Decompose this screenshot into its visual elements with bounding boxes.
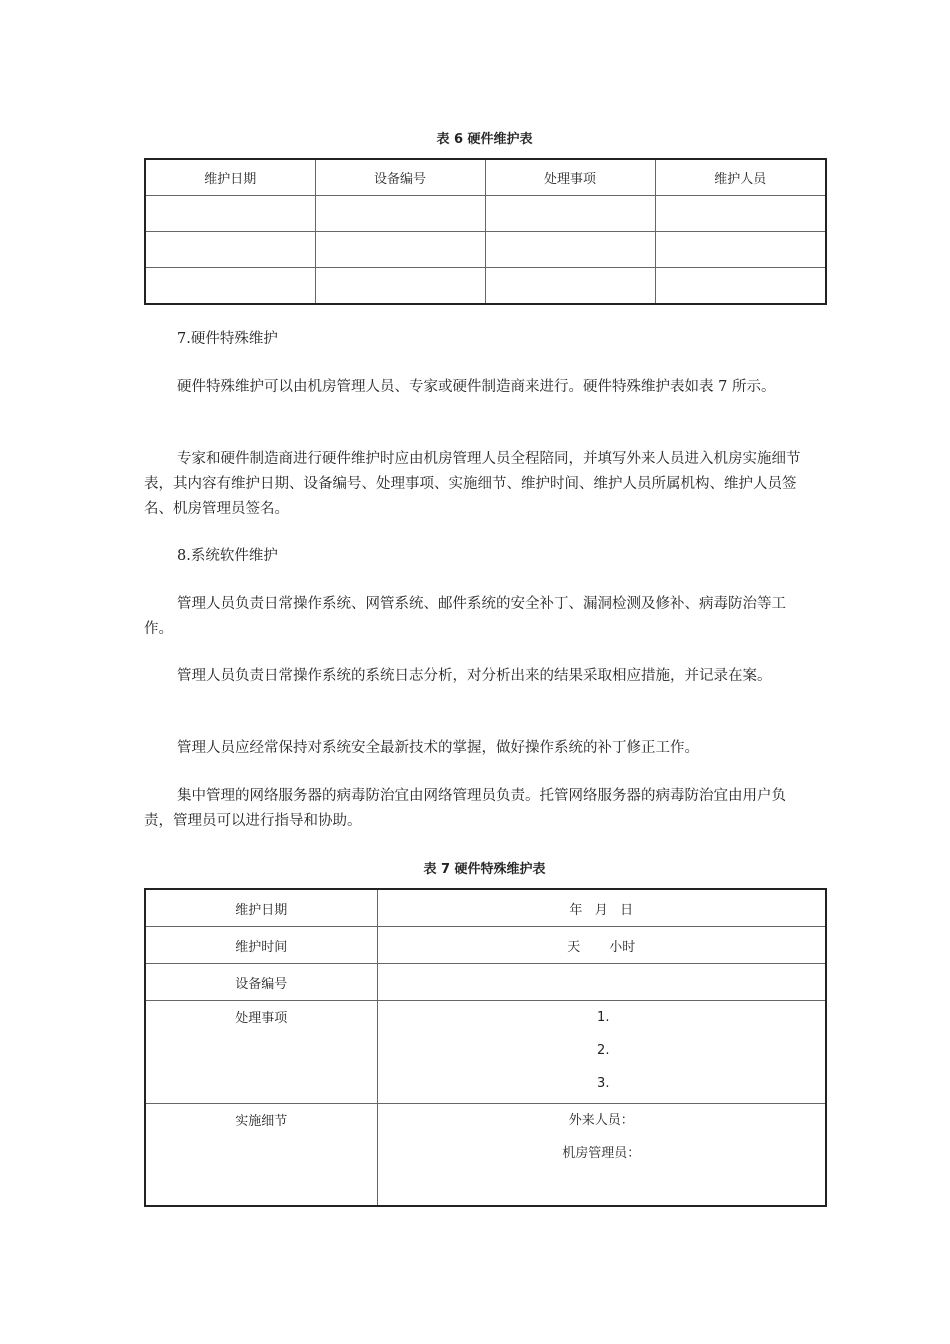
section8-heading: 8.系统软件维护 [177,548,278,564]
maintenance-time-label: 维护时间 [145,927,377,964]
table-row [145,1001,826,1104]
list-item: 3. [597,1076,610,1091]
table-row [145,1104,826,1207]
visitor-line: 外来人员： [568,1113,634,1128]
implementation-details-label: 实施细节 [145,1104,377,1207]
table-cell[interactable] [655,232,826,268]
section7-heading: 7.硬件特殊维护 [177,331,278,347]
table-row [145,927,826,964]
table-cell[interactable] [485,196,655,232]
header-maintenance-staff: 维护人员 [655,159,826,196]
handling-items-field[interactable] [377,1001,826,1104]
section8-paragraph: 集中管理的网络服务器的病毒防治宜由网络管理员负责。托管网络服务器的病毒防治宜由用户负责，管理员可以进行指导和协助。 [144,788,786,829]
table-cell[interactable] [145,232,315,268]
table-cell[interactable] [655,268,826,305]
list-item: 2. [597,1043,610,1058]
hardware-maintenance-table [144,158,827,305]
header-device-number: 设备编号 [315,159,485,196]
section8-paragraph: 管理人员负责日常操作系统、网管系统、邮件系统的安全补丁、漏洞检测及修补、病毒防治等工作。 [144,596,786,637]
maintenance-date-label: 维护日期 [145,889,377,927]
table7-caption: 表 7 硬件特殊维护表 [423,862,546,877]
table-row [145,964,826,1001]
implementation-details-field[interactable] [377,1104,826,1207]
section7-paragraph: 硬件特殊维护可以由机房管理人员、专家或硬件制造商来进行。硬件特殊维护表如表 7 所示。 [177,379,776,395]
table-cell[interactable] [315,196,485,232]
table6-caption: 表 6 硬件维护表 [436,132,533,147]
section8-paragraph: 管理人员负责日常操作系统的系统日志分析，对分析出来的结果采取相应措施，并记录在案。 [177,668,772,684]
handling-items-label: 处理事项 [145,1001,377,1104]
table-cell[interactable] [315,268,485,305]
header-maintenance-date: 维护日期 [145,159,315,196]
device-number-field[interactable] [377,964,826,1001]
hardware-special-maintenance-table [144,888,827,1207]
table-cell[interactable] [655,196,826,232]
table-cell[interactable] [485,268,655,305]
table-header-row [145,159,826,196]
table-cell[interactable] [485,232,655,268]
maintenance-time-field[interactable]: 天 小时 [377,927,826,964]
table-row [145,889,826,927]
maintenance-date-field[interactable]: 年 月 日 [377,889,826,927]
device-number-label: 设备编号 [145,964,377,1001]
list-item: 1. [597,1010,610,1025]
table-cell[interactable] [145,268,315,305]
section8-paragraph: 管理人员应经常保持对系统安全最新技术的掌握，做好操作系统的补丁修正工作。 [177,740,699,756]
table-row [145,268,826,305]
table-cell[interactable] [145,196,315,232]
table-row [145,196,826,232]
header-handling-items: 处理事项 [485,159,655,196]
table-cell[interactable] [315,232,485,268]
room-admin-line: 机房管理员： [562,1146,641,1161]
section7-paragraph: 专家和硬件制造商进行硬件维护时应由机房管理人员全程陪同，并填写外来人员进入机房实施细节表，其内容有维护日期、设备编号、处理事项、实施细节、维护时间、维护人员所属机构、维护人员签名、机房管理员签名。 [144,451,801,517]
table-row [145,232,826,268]
